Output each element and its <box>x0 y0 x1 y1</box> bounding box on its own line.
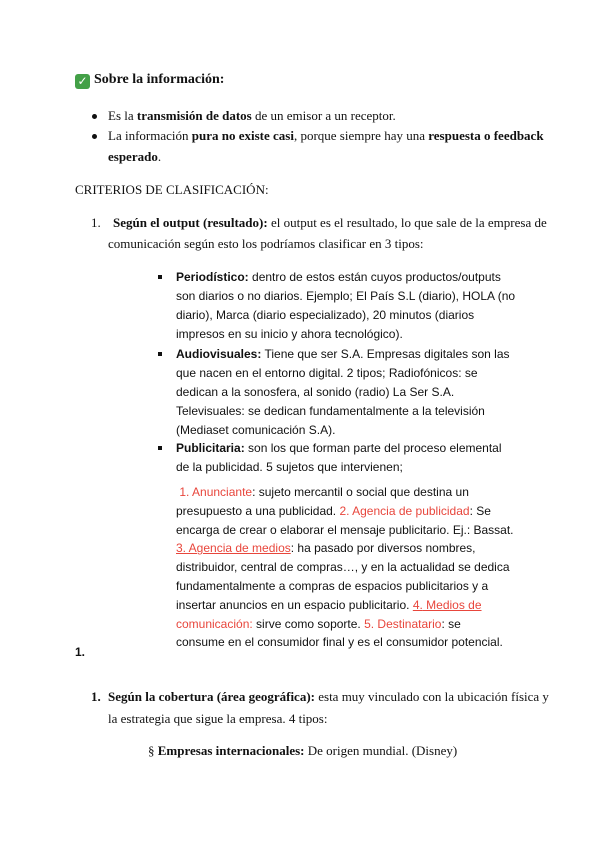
list-number: 1. <box>91 215 101 230</box>
sujetos-paragraph: 1. Anunciante: sujeto mercantil o social que destina un presupuesto a una publicidad. 2. Agencia de publicidad: Se encarga de crear o elaborar el mensaje publicitario. Ej.: Bassat. 3. Agencia de medios: ha pasado por diversos nombres, distribuidor, central de compras…, y en la actualidad se dedica fundamentalmente a compras de espacios publicitarios y a insertar anuncios en un espacio publicitario. 4. Medios de comunicación: sirve como soporte. 5. Destinatario: se consume en el consumidor final y es el consumidor potencial. <box>176 485 514 650</box>
item-output-line2: comunicación según esto los podríamos clasificar en 3 tipos: <box>108 236 424 251</box>
square-bullet-icon <box>158 352 162 356</box>
empty-list-item: 1. <box>75 645 86 659</box>
sub-empresas-internacionales: § Empresas internacionales: De origen mundial. (Disney) <box>148 743 458 758</box>
item-cobertura: Según la cobertura (área geográfica): esta muy vinculado con la ubicación física y <box>108 689 549 704</box>
bullet-item-2-continuation: esperado. <box>108 149 162 164</box>
square-bullet-icon <box>158 446 162 450</box>
section-sign-icon: § <box>148 743 155 758</box>
bullet-item-2: La información pura no existe casi, porque siempre hay una respuesta o feedback <box>108 128 544 143</box>
sub-audiovisuales: Audiovisuales: Tiene que ser S.A. Empresas digitales son las que nacen en el entorno digital. 2 tipos; Radiofónicos: se dedican a la sonosfera, al sonido (radio) La Ser S.A. Televisuales: se dedican fundamentalmente a la televisión (Mediaset comunicación S.A). <box>176 347 510 437</box>
criterios-title: CRITERIOS DE CLASIFICACIÓN: <box>75 182 269 197</box>
item-cobertura-line2: la estrategia que sigue la empresa. 4 tipos: <box>108 711 328 726</box>
item-output: Según el output (resultado): el output es el resultado, lo que sale de la empresa de <box>113 215 547 230</box>
square-bullet-icon <box>158 275 162 279</box>
section-heading: ✓ Sobre la información: <box>75 72 224 89</box>
sub-periodistico: Periodístico: dentro de estos están cuyos productos/outputs son diarios o no diarios. Ejemplo; El País S.L (diario), HOLA (no diario), Marca (diario especializado), 20 minutos (diarios impresos en su inicio y ahora tecnológico). <box>176 270 516 341</box>
check-mark-icon: ✓ <box>75 74 90 89</box>
bullet-dot-icon <box>92 114 97 119</box>
sub-publicitaria: Publicitaria: son los que forman parte del proceso elemental de la publicidad. 5 sujetos que intervienen; <box>176 441 502 474</box>
bullet-dot-icon <box>92 134 97 139</box>
list-number: 1. <box>91 689 101 704</box>
bullet-item-1: Es la transmisión de datos de un emisor a un receptor. <box>108 108 396 123</box>
